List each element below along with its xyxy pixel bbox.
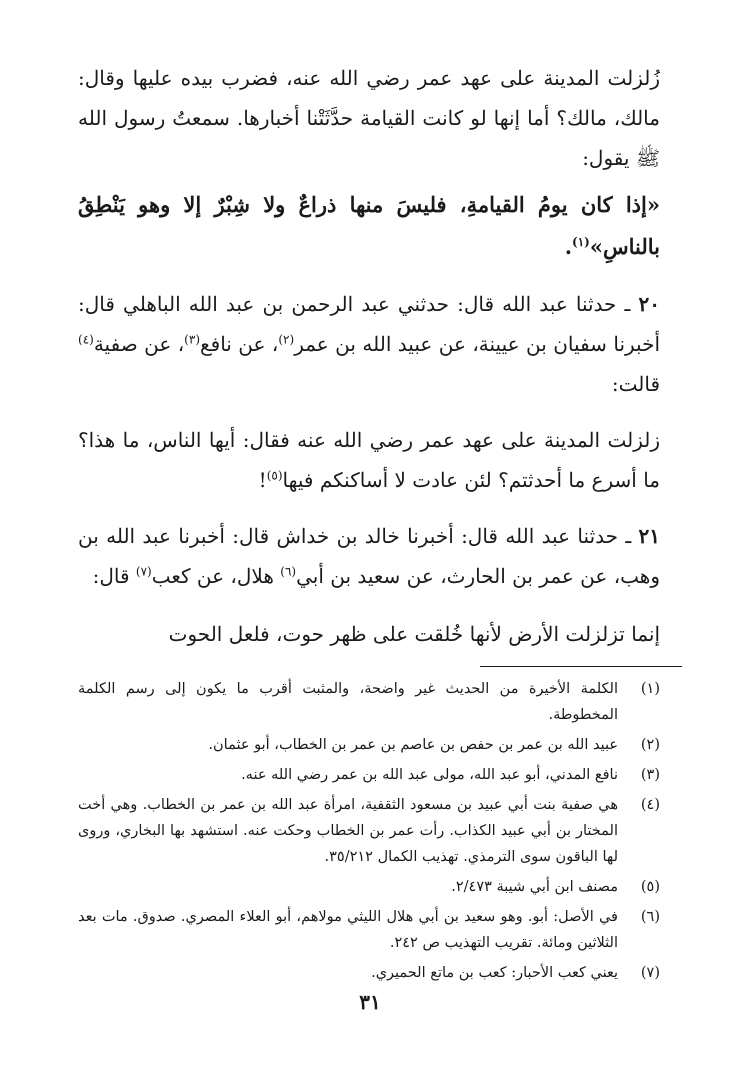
- footnote-item: [78, 676, 660, 728]
- footnote-ref-7: (٧): [135, 564, 152, 579]
- paragraph-whale-text: إنما تزلزلت الأرض لأنها خُلقت على ظهر حوت، فلعل الحوت: [168, 622, 660, 646]
- footnote-item: [78, 874, 660, 900]
- hadith-21-text-a: ـ حدثنا عبد الله قال: أخبرنا خالد بن خداش قال: أخبرنا عبد الله بن وهب، عن عمر بن الحارث، عن سعيد بن أبي: [78, 524, 660, 588]
- footnote-item: [78, 960, 660, 986]
- hadith-21: [78, 516, 660, 596]
- hadith-20-text-d: قالت:: [611, 372, 660, 396]
- footnote-text: يعني كعب الأحبار: كعب بن ماتع الحميري.: [371, 965, 618, 981]
- footnote-ref-4: (٤): [78, 332, 94, 347]
- footnote-text: نافع المدني، أبو عبد الله، مولى عبد الله بن عمر رضي الله عنه.: [241, 767, 618, 783]
- paragraph-umar-end: !: [258, 468, 267, 492]
- footnote-item: [78, 792, 660, 870]
- paragraph-text: زُلزلت المدينة على عهد عمر رضي الله عنه، فضرب بيده عليها وقال: مالك، مالك؟ أما إنها لو كانت القيامة حدَّثَتْنا أخبارها. سمعتُ رسول الله ﷺ يقول:: [78, 66, 660, 170]
- hadith-20-text-a: ـ حدثنا عبد الله قال: حدثني عبد الرحمن بن عبد الله الباهلي قال: أخبرنا سفيان بن عيينة، عن عبيد الله بن عمر: [78, 292, 660, 356]
- footnote-separator: [480, 666, 682, 667]
- hadith-21-text-c: قال:: [92, 564, 136, 588]
- paragraph-umar-text: زلزلت المدينة على عهد عمر رضي الله عنه فقال: أيها الناس، ما هذا؟ ما أسرع ما أحدثتم؟ لئن عادت لا أساكنكم فيها: [78, 428, 660, 492]
- footnote-text: هي صفية بنت أبي عبيد بن مسعود الثقفية، امرأة عبد الله بن عمر بن الخطاب. وهي أخت المختار بن أبي عبيد الكذاب. رأت عمر بن الخطاب وحكت عنه. استشهد بها البخاري، وروى لها الباقون سوى الترمذي. تهذيب الكمال ٣٥/٢١٢.: [78, 797, 618, 865]
- footnote-item: [78, 904, 660, 956]
- paragraph-whale: [78, 614, 660, 654]
- footnote-text: مصنف ابن أبي شيبة ٢/٤٧٣.: [451, 879, 618, 895]
- footnotes: [78, 676, 660, 990]
- hadith-number-20: ٢٠: [638, 292, 660, 316]
- footnote-ref-5: (٥): [266, 468, 283, 483]
- paragraph-earthquake-umar: [78, 58, 660, 178]
- footnote-item: [78, 762, 660, 788]
- footnote-item: [78, 732, 660, 758]
- footnote-number: (٤): [640, 797, 660, 813]
- hadith-end: .: [564, 234, 573, 259]
- footnote-text: عبيد الله بن عمر بن حفص بن عاصم بن عمر بن الخطاب، أبو عثمان.: [208, 737, 618, 753]
- footnote-ref-6: (٦): [280, 564, 297, 579]
- page-number: ٣١: [359, 990, 381, 1014]
- hadith-20: [78, 284, 660, 404]
- paragraph-umar-speech: [78, 420, 660, 500]
- footnote-number: (١): [640, 681, 660, 697]
- footnote-number: (٢): [640, 737, 660, 753]
- main-text: [78, 58, 660, 654]
- footnote-number: (٣): [640, 767, 660, 783]
- hadith-21-text-b: هلال، عن كعب: [151, 564, 281, 588]
- footnote-ref-3: (٣): [184, 332, 200, 347]
- footnote-number: (٦): [640, 909, 660, 925]
- hadith-quote: [78, 184, 660, 268]
- hadith-text: «إذا كان يومُ القيامةِ، فليسَ منها ذراعٌ ولا شِبْرٌ إلا وهو يَنْطِقُ بالناسِ»: [78, 192, 660, 259]
- footnote-number: (٧): [640, 965, 660, 981]
- hadith-20-text-b: ، عن نافع: [200, 332, 279, 356]
- footnote-number: (٥): [640, 879, 660, 895]
- hadith-number-21: ٢١: [638, 524, 660, 548]
- footnote-text: الكلمة الأخيرة من الحديث غير واضحة، والمثبت أقرب ما يكون إلى رسم الكلمة المخطوطة.: [78, 681, 618, 723]
- footnote-ref-2: (٢): [278, 332, 295, 347]
- footnote-text: في الأصل: أبو. وهو سعيد بن أبي هلال الليثي مولاهم، أبو العلاء المصري. صدوق. مات بعد الثلاثين ومائة. تقريب التهذيب ص ٢٤٢.: [78, 909, 618, 951]
- footnote-ref-1: (١): [572, 235, 590, 249]
- hadith-20-text-c: ، عن صفية: [93, 332, 185, 356]
